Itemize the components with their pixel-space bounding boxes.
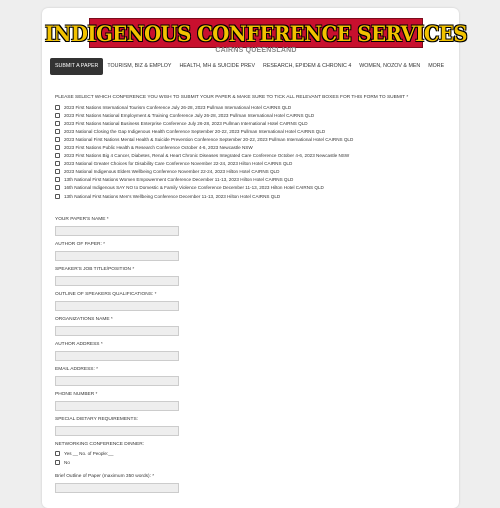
- field-label: ORGANIZATIONS NAME *: [55, 317, 113, 322]
- field-qualifications: [55, 291, 179, 311]
- nav-item-health[interactable]: HEALTH, MH & SUICIDE PREV: [179, 63, 255, 69]
- field-label: PHONE NUMBER *: [55, 392, 98, 397]
- conference-label: 13th National First Nations Men's Wellbeing Conference December 11-13, 2023 Hilton Hotel CAIRNS QLD: [64, 193, 281, 199]
- conference-prompt: PLEASE SELECT WHICH CONFERENCE YOU WISH TO SUBMIT YOUR PAPER & MAKE SURE TO TICK ALL RELEVANT BOXES FOR THIS FORM TO SUBMIT *: [55, 95, 409, 100]
- conference-option[interactable]: [55, 103, 455, 111]
- checkbox[interactable]: [55, 153, 60, 158]
- field-label: SPEAKER'S JOB TITLE/POSITION *: [55, 267, 135, 272]
- field-label: OUTLINE OF SPEAKERS QUALIFICATIONS: *: [55, 292, 157, 297]
- field-paper-name: [55, 216, 179, 236]
- conference-option[interactable]: [55, 119, 455, 127]
- paper-name-input[interactable]: [55, 226, 179, 236]
- dietary-input[interactable]: [55, 426, 179, 436]
- checkbox[interactable]: [55, 451, 60, 456]
- field-label: Brief Outline of Paper (maximum 350 words): *: [55, 474, 155, 479]
- checkbox[interactable]: [55, 169, 60, 174]
- nav-item-women-men[interactable]: WOMEN, NOZOV & MEN: [359, 63, 421, 69]
- address-input[interactable]: [55, 351, 179, 361]
- conference-label: 2023 National First Nations Mental Health & Suicide Prevention Conference September 20-22, 2023 Pullman International Hotel CAIRNS QLD: [64, 136, 354, 142]
- field-email: [55, 366, 179, 386]
- conference-label: 2023 First Nations National Employment & Training Conference July 26-28, 2023 Pullman International Hotel CAIRNS QLD: [64, 112, 315, 118]
- conference-label: 2023 First Nations International Tourism Conference July 26-28, 2023 Pullman International Hotel CAIRNS QLD: [64, 104, 292, 110]
- checkbox[interactable]: [55, 137, 60, 142]
- conference-option[interactable]: [55, 160, 455, 168]
- nav-item-more[interactable]: MORE: [428, 63, 445, 69]
- conference-label: 13th National First Nations Women Empowerment Conference December 11-13, 2023 Hilton Hotel CAIRNS QLD: [64, 177, 294, 183]
- site-subtitle: CAIRNS QUEENSLAND: [215, 47, 297, 54]
- nav-item-submit-paper[interactable]: SUBMIT A PAPER: [50, 58, 103, 75]
- conference-option[interactable]: [55, 111, 455, 119]
- site-banner[interactable]: [44, 18, 468, 48]
- field-dietary: [55, 416, 179, 436]
- conference-label: 2023 National Greater Choices for Disability Care Conference November 22-24, 2023 Hilton Hotel CAIRNS QLD: [64, 161, 293, 167]
- submission-form: [55, 94, 455, 200]
- field-author: [55, 241, 179, 261]
- conference-option[interactable]: [55, 168, 455, 176]
- field-address: [55, 341, 179, 361]
- checkbox[interactable]: [55, 145, 60, 150]
- checkbox[interactable]: [55, 113, 60, 118]
- conference-label: 2023 First Nations National Business Enterprise Conference July 26-28, 2023 Pullman International Hotel CAIRNS QLD: [64, 120, 308, 126]
- conference-label: 2023 National Indigenous Elders Wellbeing Conference November 22-24, 2023 Hilton Hotel CAIRNS QLD: [64, 169, 280, 175]
- field-label: AUTHOR ADDRESS *: [55, 342, 103, 347]
- nav-item-tourism[interactable]: TOURISM, BIZ & EMPLOY: [107, 63, 172, 69]
- conference-label: 16th National Indigenous SAY NO to Domestic & Family Violence Conference December 11-13, 2023 Hilton Hotel CAIRNS QLD: [64, 185, 324, 191]
- field-label: SPECIAL DIETARY REQUIREMENTS:: [55, 417, 138, 422]
- conference-label: 2023 First Nations Public Health & Research Conference October 4-6, 2023 Newcastle NSW: [64, 145, 253, 151]
- checkbox[interactable]: [55, 185, 60, 190]
- conference-label: 2023 National Closing the Gap Indigenous Health Conference September 20-22, 2023 Pullman International Hotel CAIRNS QLD: [64, 128, 326, 134]
- conference-label: 2023 First Nations Big 4 Cancer, Diabetes, Renal & Heart Chronic Diseases Integrated Care Conference October 4-6, 2023 Newcastle NSW: [64, 153, 350, 159]
- nav-item-research[interactable]: RESEARCH, EPIDEM & CHRONIC 4: [263, 63, 352, 69]
- dinner-option-label: Yes __ No. of People:__: [64, 451, 114, 456]
- job-title-input[interactable]: [55, 276, 179, 286]
- organization-input[interactable]: [55, 326, 179, 336]
- conference-option[interactable]: [55, 135, 455, 143]
- dinner-group: [55, 441, 144, 467]
- field-organization: [55, 316, 179, 336]
- field-label: YOUR PAPER'S NAME *: [55, 217, 109, 222]
- dinner-option-yes[interactable]: [55, 449, 144, 458]
- field-phone: [55, 391, 179, 411]
- field-brief-outline: [55, 473, 179, 493]
- checkbox[interactable]: [55, 129, 60, 134]
- checkbox[interactable]: [55, 121, 60, 126]
- checkbox[interactable]: [55, 460, 60, 465]
- conference-option[interactable]: [55, 127, 455, 135]
- conference-option[interactable]: [55, 152, 455, 160]
- checkbox[interactable]: [55, 177, 60, 182]
- phone-input[interactable]: [55, 401, 179, 411]
- banner-title: INDIGENOUS CONFERENCE SERVICES: [44, 20, 468, 46]
- dinner-option-label: No: [64, 460, 70, 465]
- author-input[interactable]: [55, 251, 179, 261]
- dinner-option-no[interactable]: [55, 458, 144, 467]
- conference-option[interactable]: [55, 192, 455, 200]
- conference-list: [55, 103, 455, 200]
- checkbox[interactable]: [55, 194, 60, 199]
- conference-option[interactable]: [55, 176, 455, 184]
- brief-outline-input[interactable]: [55, 483, 179, 493]
- dinner-label: NETWORKING CONFERENCE DINNER:: [55, 442, 145, 447]
- field-job-title: [55, 266, 179, 286]
- qualifications-input[interactable]: [55, 301, 179, 311]
- field-label: AUTHOR OF PAPER: *: [55, 242, 106, 247]
- checkbox[interactable]: [55, 161, 60, 166]
- conference-option[interactable]: [55, 184, 455, 192]
- conference-option[interactable]: [55, 143, 455, 151]
- main-nav: [50, 58, 448, 75]
- email-input[interactable]: [55, 376, 179, 386]
- checkbox[interactable]: [55, 105, 60, 110]
- field-label: EMAIL ADDRESS: *: [55, 367, 99, 372]
